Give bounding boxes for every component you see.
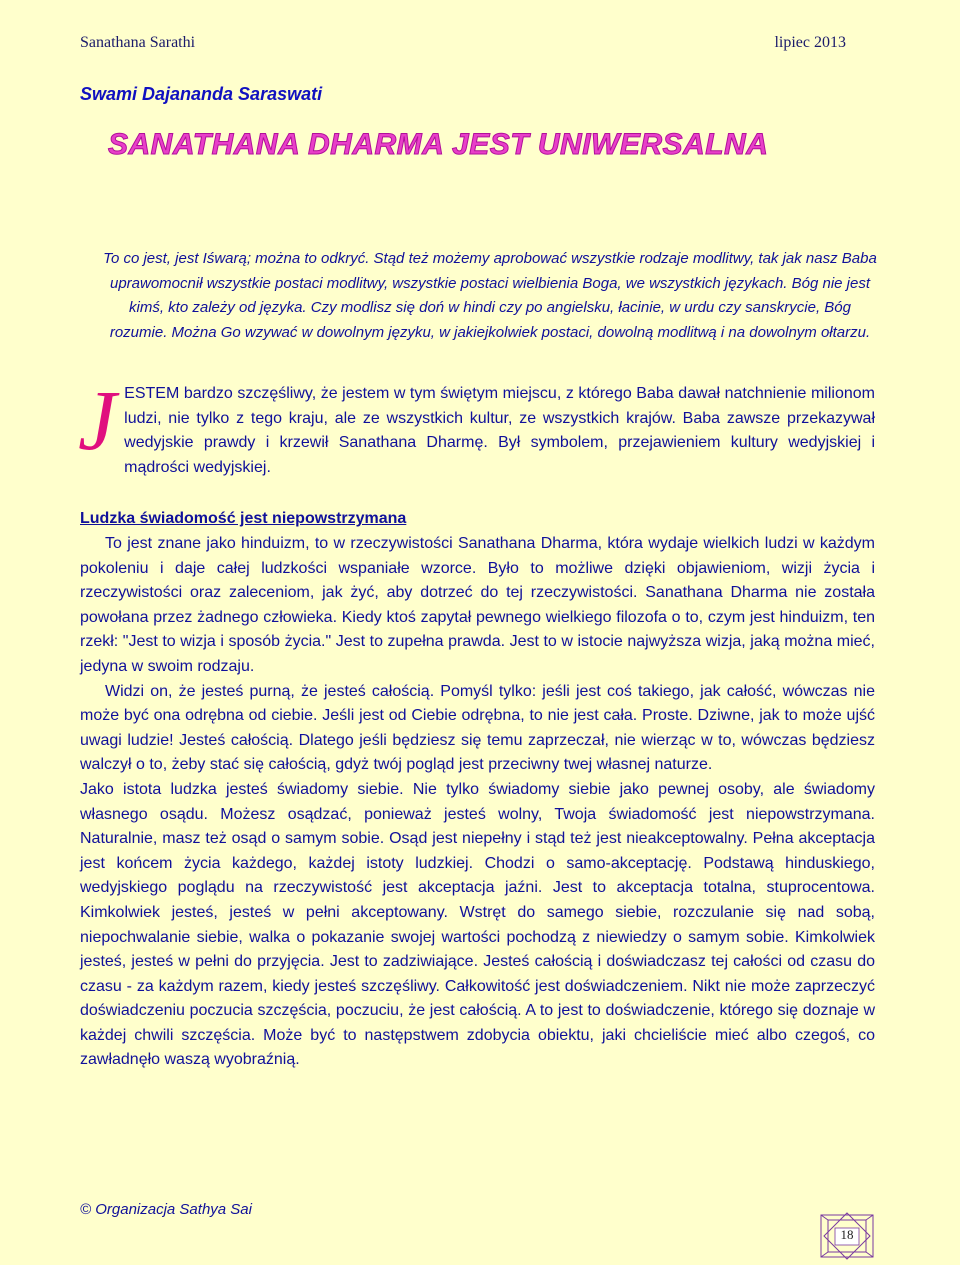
publication-name: Sanathana Sarathi: [80, 34, 196, 51]
page-number-badge: [818, 1212, 876, 1260]
article-title: SANATHANA DHARMA JEST UNIWERSALNA: [108, 128, 769, 161]
article-author: Swami Dajananda Saraswati: [80, 84, 323, 104]
article-body: [80, 532, 875, 1073]
opening-text: ESTEM bardzo szczęśliwy, że jestem w tym świętym miejscu, z którego Baba dawał natchnienie milionom ludzi, nie tylko z tego kraju, ale ze wszystkich kultur, ze wszystkich krajów. Baba zawsze przekazywał wedyjskie prawdy i krzewił Sanathana Dharmę. Był symbolem, przejawieniem kultury wedyjskiej i mądrości wedyjskiej.: [124, 385, 875, 476]
opening-paragraph: [78, 372, 875, 480]
body-paragraph: Widzi on, że jesteś purną, że jesteś całością. Pomyśl tylko: jeśli jest coś takiego, jak całość, wówczas nie może być ona odrębna od ciebie. Jeśli jest od Ciebie odrębna, to nie jest cała. Proste. Dziwne, jak to może ujść uwagi ludzie! Jesteś całością. Dlatego jeśli będziesz się temu zaprzeczał, nie wierząc w to, wówczas będziesz walczył o to, żeby stać się całością, gdyż twój pogląd jest przeciwny twej własnej naturze.: [80, 682, 875, 774]
section-heading: Ludzka świadomość jest niepowstrzymana: [80, 510, 407, 527]
drop-cap-letter: J: [78, 372, 117, 468]
copyright-notice: © Organizacja Sathya Sai: [80, 1201, 252, 1218]
page-header: [80, 34, 846, 58]
body-paragraph: Jako istota ludzka jesteś świadomy siebie. Nie tylko świadomy siebie jako pewnej osoby, ale świadomy własnego osądu. Możesz osądzać, ponieważ jesteś wolny, Twoja świadomość jest niepowstrzymana. Naturalnie, masz też osąd o samym sobie. Osąd jest niepełny i stąd też jest nieakceptowalny. Pełna akceptacja jest końcem życia każdego, każdej istoty ludzkiej. Chodzi o samo-akceptację. Podstawą hinduskiego, wedyjskiego poglądu na rzeczywistość jest akceptacja jaźni. Jest to akceptacja totalna, stuprocentowa. Kimkolwiek jesteś, jesteś w pełni akceptowany. Wstręt do samego siebie, rozczulanie się nad sobą, niepochwalanie siebie, walka o pokazanie swojej wartości pochodzą z niewiedzy o samym sobie. Kimkolwiek jesteś, jesteś w pełni do przyjęcia. Jest to zadziwiające. Jesteś całością i doświadczasz tej całości od czasu do czasu - za każdym razem, kiedy jesteś szczęśliwy. Całkowitość jest doświadczeniem. Nikt nie może zaprzeczyć doświadczeniu poczucia szczęścia, poczuciu, że jest całością. A to jest to doświadczenie, którego się doznaje w każdej chwili szczęścia. Może być to następstwem zdobycia obiektu, jaki chcieliście mieć albo czegoś, co zawładnęło waszą wyobraźnią.: [80, 780, 875, 1069]
issue-date: lipiec 2013: [774, 34, 846, 51]
page-number: 18: [840, 1227, 854, 1242]
intro-quote: To co jest, jest Iśwarą; można to odkryć. Stąd też możemy aprobować wszystkie rodzaje modlitwy, tak jak nasz Baba uprawomocnił wszystkie postaci modlitwy, wszystkie postaci wielbienia Boga, we wszystkich językach. Bóg nie jest kimś, kto zależy od języka. Czy modlisz się doń w hindi czy po angielsku, łacinie, w urdu czy sanskrycie, Bóg rozumie. Można Go wzywać w dowolnym języku, w jakiejkolwiek postaci, dowolną modlitwą i na dowolnym ołtarzu.: [103, 250, 877, 341]
body-paragraph: To jest znane jako hinduizm, to w rzeczywistości Sanathana Dharma, która wydaje wielkich ludzi w każdym pokoleniu i daje całej ludzkości wspaniałe wzorce. Było to możliwe dzięki objawieniom, wizji życia i rzeczywistości oraz zaleceniom, jak żyć, aby dotrzeć do tej rzeczywistości. Sanathana Dharma nie została powołana przez żadnego człowieka. Kiedy ktoś zapytał pewnego wielkiego filozofa o to, czym jest hinduizm, ten rzekł: "Jest to wizja i sposób życia." Jest to zupełna prawda. Jest to w istocie najwyższa wizja, jaką można mieć, jedyna w swoim rodzaju.: [80, 535, 875, 675]
